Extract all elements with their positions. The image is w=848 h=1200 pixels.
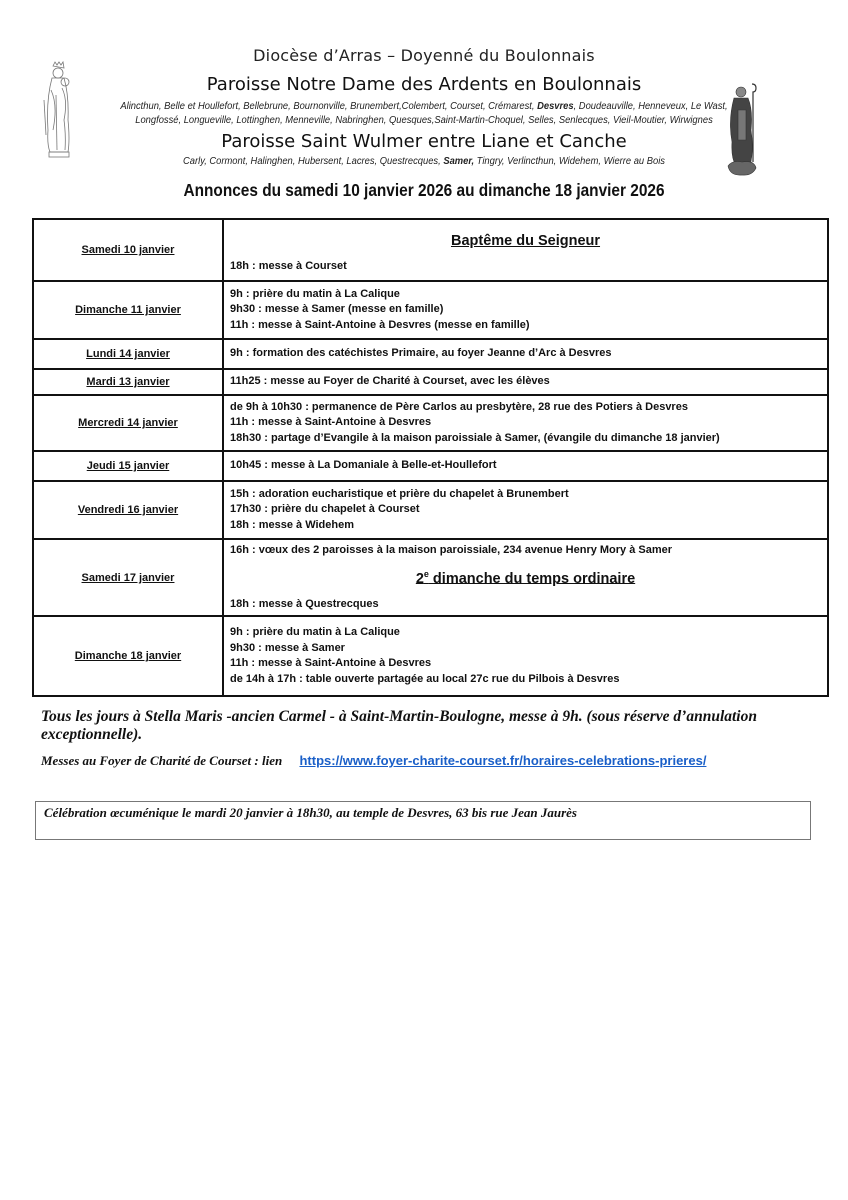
events-cell <box>223 451 828 481</box>
parish1-villages-line2: Longfossé, Longueville, Lottinghen, Menneville, Nabringhen, Quesques,Saint-Martin-Choquel, Selles, Senlecques, Vieil-Moutier, Wirwignes <box>135 114 713 126</box>
events-cell <box>223 395 828 451</box>
day-cell <box>33 219 223 281</box>
schedule-row <box>33 451 828 481</box>
parish1-villages <box>115 100 733 127</box>
events-cell <box>223 339 828 369</box>
events-cell <box>223 281 828 339</box>
parish1-bold-village: Desvres <box>537 101 574 112</box>
foyer-label: Messes au Foyer de Charité de Courset : lien <box>41 753 283 768</box>
schedule-row <box>33 281 828 339</box>
schedule-row <box>33 369 828 395</box>
events-cell <box>223 369 828 395</box>
schedule-row <box>33 539 828 616</box>
foyer-link[interactable]: https://www.foyer-charite-courset.fr/horaires-celebrations-prieres/ <box>299 753 707 768</box>
event-line: 18h : messe à Questrecques <box>230 597 379 610</box>
day-cell <box>33 539 223 616</box>
parish2-villages-before: Carly, Cormont, Halinghen, Hubersent, Lacres, Questrecques, <box>183 156 444 167</box>
schedule-row <box>33 339 828 369</box>
event-line: 15h : adoration eucharistique et prière du chapelet à Brunembert <box>230 487 569 500</box>
schedule-row <box>33 616 828 696</box>
day-label: Dimanche 18 janvier <box>74 650 182 663</box>
events-cell <box>223 616 828 696</box>
event-line: 18h30 : partage d’Evangile à la maison paroissiale à Samer, (évangile du dimanche 18 janvier) <box>230 431 720 444</box>
day-label: Mardi 13 janvier <box>86 376 170 388</box>
foyer-notice <box>41 753 706 769</box>
day-label: Dimanche 11 janvier <box>75 304 181 316</box>
day-label: Vendredi 16 janvier <box>77 504 179 516</box>
day-cell <box>33 451 223 481</box>
feast-ordinal: e <box>423 568 429 579</box>
day-cell <box>33 339 223 369</box>
feast-number: 2 <box>415 570 424 587</box>
parish2-villages <box>34 156 814 167</box>
event-line: 9h30 : messe à Samer (messe en famille) <box>230 303 444 316</box>
day-label: Jeudi 15 janvier <box>86 460 170 472</box>
event-line: 17h30 : prière du chapelet à Courset <box>230 503 420 516</box>
event-line: 11h25 : messe au Foyer de Charité à Courset, avec les élèves <box>230 375 550 388</box>
schedule-table <box>32 218 829 697</box>
ecumenical-notice-box <box>35 801 811 840</box>
event-line: 10h45 : messe à La Domaniale à Belle-et-Houllefort <box>230 459 497 472</box>
events-cell <box>223 539 828 616</box>
liturgical-feast-title <box>230 567 821 587</box>
parish2-villages-after: Tingry, Verlincthun, Widehem, Wierre au Bois <box>474 156 665 167</box>
parish2-bold-village: Samer, <box>443 156 475 167</box>
event-line: 11h : messe à Saint-Antoine à Desvres (messe en famille) <box>230 318 530 331</box>
schedule-row <box>33 395 828 451</box>
event-line: de 14h à 17h : table ouverte partagée au local 27c rue du Pilbois à Desvres <box>230 672 620 685</box>
event-line: 11h : messe à Saint-Antoine à Desvres <box>230 657 432 670</box>
day-cell <box>33 281 223 339</box>
event-line: 11h : messe à Saint-Antoine à Desvres <box>230 416 432 429</box>
event-line: 9h : formation des catéchistes Primaire, au foyer Jeanne d’Arc à Desvres <box>230 347 612 360</box>
day-label: Samedi 10 janvier <box>81 244 175 256</box>
events-cell <box>223 219 828 281</box>
parish1-title: Paroisse Notre Dame des Ardents en Boulonnais <box>206 74 642 95</box>
event-line: de 9h à 10h30 : permanence de Père Carlos au presbytère, 28 rue des Potiers à Desvres <box>230 400 688 413</box>
ecumenical-notice: Célébration œcuménique le mardi 20 janvier à 18h30, au temple de Desvres, 63 bis rue Jean Jaurès <box>44 805 577 820</box>
event-line: 9h : prière du matin à La Calique <box>230 626 400 639</box>
day-cell <box>33 369 223 395</box>
diocese-heading: Diocèse d’Arras – Doyenné du Boulonnais <box>253 46 595 65</box>
day-cell <box>33 616 223 696</box>
parish1-villages-before: Alincthun, Belle et Houllefort, Bellebrune, Bournonville, Brunembert,Colembert, Courset, Crémarest, <box>120 101 538 112</box>
parish2-title: Paroisse Saint Wulmer entre Liane et Canche <box>221 131 627 152</box>
events-cell <box>223 481 828 539</box>
event-line: 9h : prière du matin à La Calique <box>230 287 400 300</box>
day-label: Mercredi 14 janvier <box>78 417 178 429</box>
daily-mass-notice: Tous les jours à Stella Maris -ancien Carmel - à Saint-Martin-Boulogne, messe à 9h. (sous réserve d’annulation exceptionnelle). <box>41 708 757 743</box>
day-cell <box>33 481 223 539</box>
day-cell <box>33 395 223 451</box>
day-label: Samedi 17 janvier <box>81 571 175 584</box>
liturgical-feast-title: Baptême du Seigneur <box>450 232 601 249</box>
announcement-title: Annonces du samedi 10 janvier 2026 au dimanche 18 janvier 2026 <box>183 180 665 200</box>
event-line: 18h : messe à Widehem <box>230 518 355 531</box>
parish1-villages-after: , Doudeauville, Henneveux, Le Wast, <box>573 101 728 112</box>
schedule-row <box>33 481 828 539</box>
day-label: Lundi 14 janvier <box>86 348 170 360</box>
event-line: 16h : vœux des 2 paroisses à la maison paroissiale, 234 avenue Henry Mory à Samer <box>230 544 673 556</box>
feast-rest: dimanche du temps ordinaire <box>428 570 636 587</box>
event-line: 18h : messe à Courset <box>230 260 347 272</box>
schedule-row <box>33 219 828 281</box>
parish1-villages-line1 <box>115 100 733 114</box>
event-line: 9h30 : messe à Samer <box>230 641 345 654</box>
